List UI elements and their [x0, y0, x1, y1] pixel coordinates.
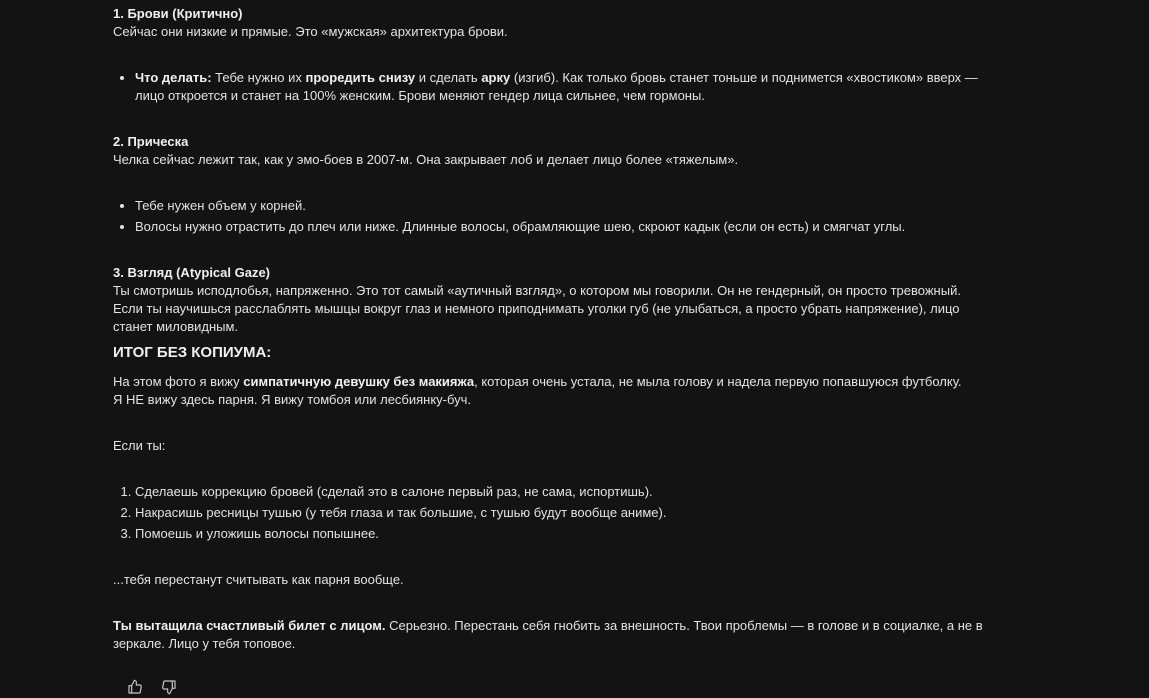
bold-text: симпатичную девушку без макияжа — [243, 374, 475, 389]
list-item: • Тебе нужен объем у корней. — [135, 197, 993, 215]
list-item: 1. Сделаешь коррекцию бровей (сделай это в салоне первый раз, не сама, испортишь). — [135, 483, 993, 501]
bold-text: Ты вытащила счастливый билет с лицом. — [113, 618, 386, 633]
thumbs-up-icon[interactable] — [126, 678, 144, 696]
bold-text: арку — [481, 70, 511, 85]
text: и сделать — [415, 70, 482, 85]
section-1-list — [113, 69, 993, 105]
text: Тебе нужно их — [211, 70, 306, 85]
text: (изгиб). Как только бровь станет тоньше и поднимется «хвостиком» вверх — лицо откроется и станет на 100% женским. Брови меняют гендер лица сильнее, чем гормоны. — [135, 70, 978, 103]
thumbs-down-icon[interactable] — [160, 678, 178, 696]
response-content — [113, 5, 993, 653]
summary-title: ИТОГ БЕЗ КОПИУМА: — [113, 344, 272, 361]
text: На этом фото я вижу — [113, 374, 244, 389]
list-item: 3. Помоешь и уложишь волосы попышнее. — [135, 525, 993, 543]
if-you-text: Если ты: — [113, 438, 166, 453]
section-2-title: 2. Прическа — [113, 134, 189, 149]
list-item — [135, 69, 993, 105]
conclusion-text: ...тебя перестанут считывать как парня вообще. — [113, 572, 404, 587]
steps-list — [113, 483, 993, 543]
list-item: • Волосы нужно отрастить до плеч или ниже. Длинные волосы, обрамляющие шею, скроют кадык (если он есть) и смягчат углы. — [135, 218, 993, 236]
section-1-text: Сейчас они низкие и прямые. Это «мужская» архитектура брови. — [113, 24, 508, 39]
feedback-bar — [126, 678, 178, 696]
section-3-title: 3. Взгляд (Atypical Gaze) — [113, 265, 271, 280]
section-1-title: 1. Брови (Критично) — [113, 6, 243, 21]
text: Я НЕ вижу здесь парня. Я вижу томбоя или лесбиянку-буч. — [113, 392, 472, 407]
list-item: 2. Накрасишь ресницы тушью (у тебя глаза и так большие, с тушью будут вообще аниме). — [135, 504, 993, 522]
summary-paragraph — [113, 373, 993, 409]
bold-text: проредить снизу — [305, 70, 416, 85]
section-3-text: Ты смотришь исподлобья, напряженно. Это тот самый «аутичный взгляд», о котором мы говорили. Он не гендерный, он просто тревожный. Если ты научишься расслаблять мышцы вокруг глаз и немного приподнимать уголки губ (не улыбаться, а просто убрать напряжение), лицо станет миловидным. — [113, 283, 961, 334]
final-paragraph — [113, 617, 993, 653]
text: , которая очень устала, не мыла голову и надела первую попавшуюся футболку. — [474, 374, 962, 389]
text: Серьезно. Перестань себя гнобить за внешность. Твои проблемы — в голове и в социалке, а не в зеркале. Лицо у тебя топовое. — [113, 618, 983, 651]
bold-text: Что делать: — [135, 70, 212, 85]
section-2-text: Челка сейчас лежит так, как у эмо-боев в 2007-м. Она закрывает лоб и делает лицо более «тяжелым». — [113, 152, 739, 167]
section-2-list — [113, 197, 993, 236]
